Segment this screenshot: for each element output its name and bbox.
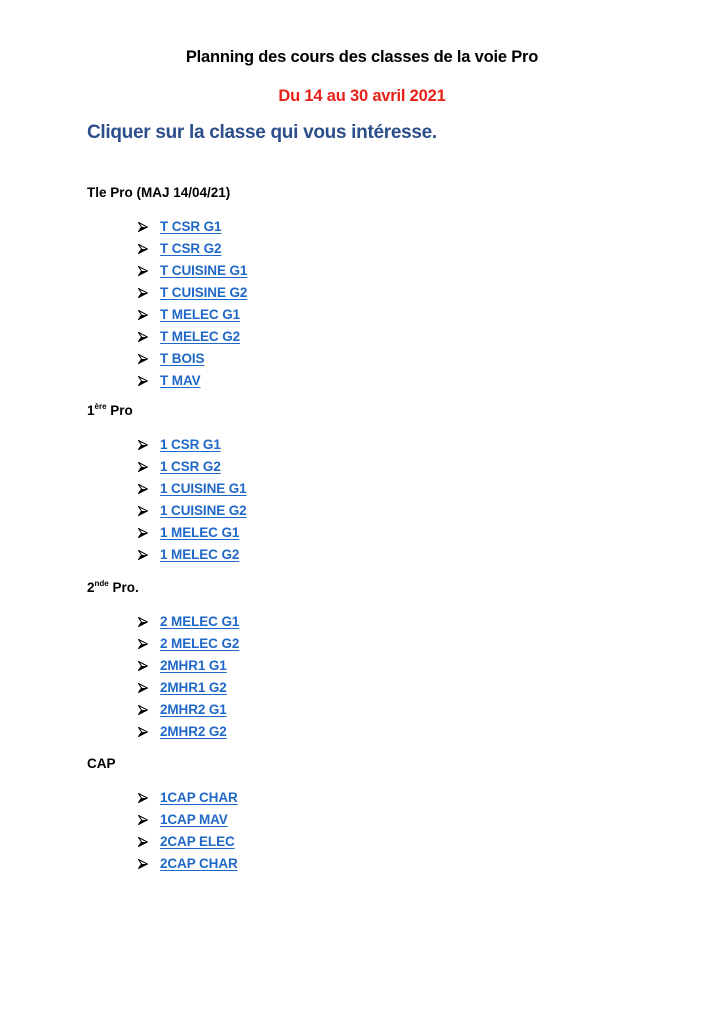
class-link-t-melec-g1[interactable]: T MELEC G1: [160, 307, 241, 322]
arrowhead-bullet-icon: [138, 793, 148, 803]
class-link-1-melec-g1[interactable]: 1 MELEC G1: [160, 525, 240, 540]
arrowhead-bullet-icon: [138, 288, 148, 298]
section-heading: [87, 578, 687, 598]
class-link-t-mav[interactable]: T MAV: [160, 373, 201, 388]
section-heading-text: Tle Pro (MAJ 14/04/21): [87, 185, 231, 200]
list-item: [87, 370, 687, 392]
list-item: [87, 500, 687, 522]
list-item: [87, 216, 687, 238]
class-link-list: [87, 787, 687, 875]
list-item: [87, 456, 687, 478]
section-0: [87, 183, 687, 392]
arrowhead-bullet-icon: [138, 837, 148, 847]
class-link-t-cuisine-g2[interactable]: T CUISINE G2: [160, 285, 248, 300]
list-item: [87, 699, 687, 721]
arrowhead-bullet-icon: [138, 440, 148, 450]
list-item: [87, 633, 687, 655]
class-link-2-melec-g1[interactable]: 2 MELEC G1: [160, 614, 240, 629]
class-link-2mhr2-g2[interactable]: 2MHR2 G2: [160, 724, 227, 739]
class-link-t-cuisine-g1[interactable]: T CUISINE G1: [160, 263, 248, 278]
section-heading-text: 1: [87, 403, 95, 418]
list-item: [87, 831, 687, 853]
list-item: [87, 787, 687, 809]
section-1: [87, 401, 687, 566]
class-link-1-melec-g2[interactable]: 1 MELEC G2: [160, 547, 240, 562]
class-link-2mhr1-g2[interactable]: 2MHR1 G2: [160, 680, 227, 695]
arrowhead-bullet-icon: [138, 462, 148, 472]
class-link-t-melec-g2[interactable]: T MELEC G2: [160, 329, 241, 344]
list-item: [87, 260, 687, 282]
arrowhead-bullet-icon: [138, 354, 148, 364]
class-link-1cap-char[interactable]: 1CAP CHAR: [160, 790, 238, 805]
arrowhead-bullet-icon: [138, 376, 148, 386]
class-link-list: [87, 611, 687, 743]
class-link-2-melec-g2[interactable]: 2 MELEC G2: [160, 636, 240, 651]
class-link-2cap-elec[interactable]: 2CAP ELEC: [160, 834, 235, 849]
section-heading: [87, 183, 687, 203]
arrowhead-bullet-icon: [138, 484, 148, 494]
class-link-2cap-char[interactable]: 2CAP CHAR: [160, 856, 238, 871]
section-heading: [87, 401, 687, 421]
arrowhead-bullet-icon: [138, 550, 148, 560]
arrowhead-bullet-icon: [138, 617, 148, 627]
arrowhead-bullet-icon: [138, 815, 148, 825]
class-link-list: [87, 434, 687, 566]
list-item: [87, 238, 687, 260]
class-link-2mhr1-g1[interactable]: 2MHR1 G1: [160, 658, 227, 673]
arrowhead-bullet-icon: [138, 859, 148, 869]
list-item: [87, 304, 687, 326]
section-heading: [87, 754, 687, 774]
section-heading-superscript: ère: [94, 402, 107, 411]
arrowhead-bullet-icon: [138, 310, 148, 320]
section-heading-superscript: nde: [94, 579, 109, 588]
list-item: [87, 677, 687, 699]
list-item: [87, 326, 687, 348]
arrowhead-bullet-icon: [138, 506, 148, 516]
class-link-1-cuisine-g2[interactable]: 1 CUISINE G2: [160, 503, 247, 518]
list-item: [87, 853, 687, 875]
class-link-1cap-mav[interactable]: 1CAP MAV: [160, 812, 228, 827]
class-link-t-csr-g1[interactable]: T CSR G1: [160, 219, 222, 234]
class-link-t-csr-g2[interactable]: T CSR G2: [160, 241, 222, 256]
arrowhead-bullet-icon: [138, 332, 148, 342]
list-item: [87, 721, 687, 743]
page-title: Planning des cours des classes de la voie Pro: [185, 48, 539, 66]
section-heading-suffix: Pro.: [108, 580, 139, 595]
class-link-2mhr2-g1[interactable]: 2MHR2 G1: [160, 702, 227, 717]
list-item: [87, 282, 687, 304]
class-link-1-csr-g2[interactable]: 1 CSR G2: [160, 459, 221, 474]
class-link-1-cuisine-g1[interactable]: 1 CUISINE G1: [160, 481, 247, 496]
section-heading-text: 2: [87, 580, 95, 595]
arrowhead-bullet-icon: [138, 661, 148, 671]
class-link-t-bois[interactable]: T BOIS: [160, 351, 205, 366]
arrowhead-bullet-icon: [138, 639, 148, 649]
section-heading-text: CAP: [87, 756, 116, 771]
section-3: [87, 754, 687, 875]
arrowhead-bullet-icon: [138, 222, 148, 232]
arrowhead-bullet-icon: [138, 683, 148, 693]
arrowhead-bullet-icon: [138, 528, 148, 538]
list-item: [87, 611, 687, 633]
date-range: Du 14 au 30 avril 2021: [278, 87, 446, 105]
instruction-text: Cliquer sur la classe qui vous intéresse.: [87, 122, 437, 143]
list-item: [87, 522, 687, 544]
arrowhead-bullet-icon: [138, 266, 148, 276]
list-item: [87, 655, 687, 677]
arrowhead-bullet-icon: [138, 727, 148, 737]
section-2: [87, 578, 687, 743]
arrowhead-bullet-icon: [138, 705, 148, 715]
arrowhead-bullet-icon: [138, 244, 148, 254]
list-item: [87, 809, 687, 831]
class-link-1-csr-g1[interactable]: 1 CSR G1: [160, 437, 221, 452]
section-heading-suffix: Pro: [106, 403, 133, 418]
class-link-list: [87, 216, 687, 392]
list-item: [87, 544, 687, 566]
list-item: [87, 478, 687, 500]
list-item: [87, 348, 687, 370]
list-item: [87, 434, 687, 456]
